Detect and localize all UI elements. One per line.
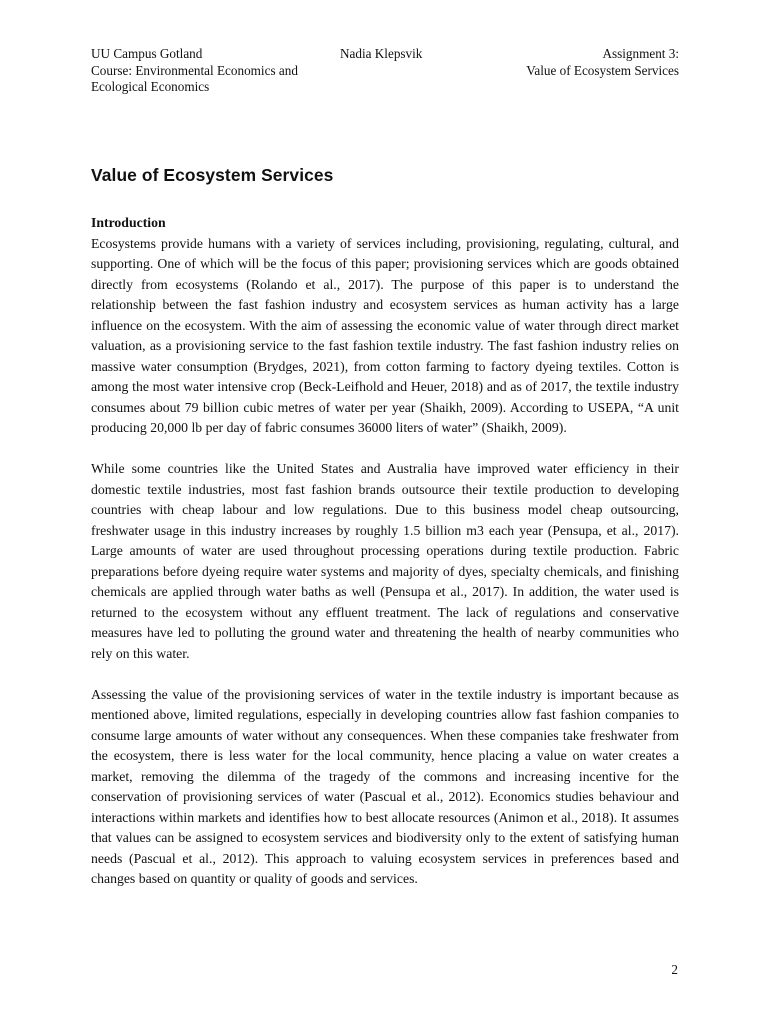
author-name: Nadia Klepsvik — [340, 46, 423, 61]
section-heading-introduction: Introduction — [91, 215, 166, 230]
page-number: 2 — [671, 962, 678, 977]
header-course-line-1: Course: Environmental Economics and — [91, 62, 298, 78]
header-assignment-title: Value of Ecosystem Services — [526, 62, 679, 78]
header-campus: UU Campus Gotland — [91, 46, 203, 61]
header-assignment — [459, 46, 679, 79]
document-body — [91, 213, 679, 910]
document-title: Value of Ecosystem Services — [91, 165, 334, 185]
paragraph-1: Ecosystems provide humans with a variety of services including, provisioning, regulating, cultural, and supporting. One of which will be the focus of this paper; provisioning services which are goods obtained directly from ecosystems (Rolando et al., 2017). The purpose of this paper is to understand the relationship between the fast fashion industry and ecosystem services as human activity has a large influence on the ecosystem. With the aim of assessing the economic value of water through direct market valuation, as a provisioning service to the fast fashion textile industry. The fast fashion industry relies on massive water consumption (Brydges, 2021), from cotton farming to factory dyeing textiles. Cotton is among the most water intensive crop (Beck-Leifhold and Heuer, 2018) and as of 2017, the textile industry consumes about 79 billion cubic metres of water per year (Shaikh, 2009). According to USEPA, “A unit producing 20,000 lb per day of fabric consumes 36000 liters of water” (Shaikh, 2009). — [91, 235, 679, 435]
paragraph-2: While some countries like the United States and Australia have improved water efficiency in their domestic textile industries, most fast fashion brands outsource their textile production to developing countries with cheap labour and low regulations. Due to this business model cheap outsourcing, freshwater usage in this industry increases by roughly 1.5 billion m3 each year (Pensupa, et al., 2017). Large amounts of water are used throughout processing operations during textile production. Fabric preparations before dyeing require water systems and majority of dyes, specialty chemicals, and finishing chemicals are applied through water baths as well (Pensupa et al., 2017). In addition, the water used is returned to the ecosystem without any effluent treatment. The lack of regulations and conservative measures have led to polluting the ground water and threatening the health of nearby communities who rely on this water. — [91, 461, 679, 661]
header-assignment-number: Assignment 3: — [602, 46, 679, 61]
paragraph-3: Assessing the value of the provisioning services of water in the textile industry is important because as mentioned above, limited regulations, especially in developing countries allow fast fashion companies to consume large amounts of water without any consequences. When these companies take freshwater from the ecosystem, there is less water for the local community, hence placing a value on water creates a market, removing the dilemma of the tragedy of the commons and increasing incentive for the conservation of provisioning services of water (Pascual et al., 2012). Economics studies behaviour and interactions within markets and identifies how to best allocate resources (Animon et al., 2018). It assumes that values can be assigned to ecosystem services and biodiversity only to the extent of satisfying human needs (Pascual et al., 2012). This approach to valuing ecosystem services in preferences based and changes based on quantity or quality of goods and services. — [91, 686, 679, 886]
header-institution-course — [91, 46, 351, 96]
header-author — [340, 46, 460, 63]
header-course-line-2: Ecological Economics — [91, 79, 210, 95]
